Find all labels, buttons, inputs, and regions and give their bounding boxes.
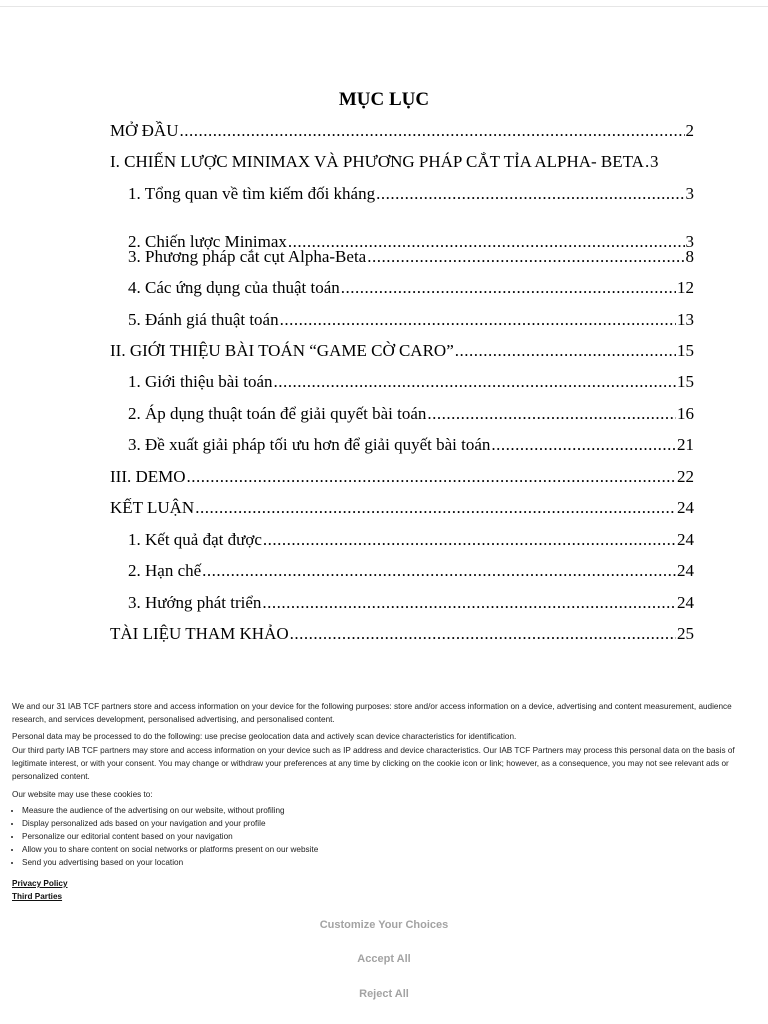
toc-entry-page: 15 — [677, 372, 694, 391]
toc-leader-dots — [491, 435, 676, 455]
toc-entry-page: 24 — [677, 530, 694, 549]
toc-entry-label: TÀI LIỆU THAM KHẢO — [110, 624, 289, 643]
toc-leader-dots — [280, 310, 676, 330]
toc-leader-dots — [202, 561, 676, 581]
toc-entry[interactable] — [128, 593, 694, 613]
toc-entry[interactable] — [110, 121, 694, 141]
toc-entry[interactable] — [128, 435, 694, 455]
toc-entry[interactable] — [110, 467, 694, 487]
toc-entry-page: 3 — [685, 232, 694, 251]
toc-entry-page: 12 — [677, 278, 694, 297]
toc-entry-label: 1. Kết quả đạt được — [128, 530, 262, 549]
toc-leader-dots — [274, 372, 677, 392]
toc-entry[interactable] — [110, 341, 694, 361]
reject-all-button[interactable]: Reject All — [284, 981, 484, 1007]
toc-leader-dots — [290, 624, 676, 644]
customize-choices-button[interactable]: Customize Your Choices — [284, 912, 484, 938]
toc-entry-page: 24 — [677, 561, 694, 580]
toc-leader-dots — [263, 530, 676, 550]
toc-leader-dots — [262, 593, 676, 613]
toc-entry[interactable] — [128, 278, 694, 298]
toc-entry-label: 3. Phương pháp cắt cụt Alpha-Beta — [128, 247, 367, 266]
list-item: • Measure the audience of the advertising on our website, without profiling — [22, 804, 318, 817]
consent-paragraph: Our third party IAB TCF partners may store and access information on your device such as IP address and device characteristics. Our IAB TCF Partners may process this personal data on the basis of legitimate interest, or with your consent. You may change or withdraw your preferences at any time by clicking on the cookie icon or link; however, as a consequence, you may not see relevant ads or personalized content. — [12, 746, 735, 781]
list-item: • Send you advertising based on your location — [22, 856, 318, 869]
toc-entry[interactable] — [128, 247, 694, 267]
toc-entry-page: 15 — [677, 341, 694, 360]
accept-all-button[interactable]: Accept All — [284, 946, 484, 972]
toc-entry-page: 3 — [649, 152, 659, 171]
toc-leader-dots — [427, 404, 676, 424]
toc-entry[interactable] — [128, 530, 694, 550]
toc-entry-label: III. DEMO — [110, 467, 186, 486]
list-item: • Personalize our editorial content based on your navigation — [22, 830, 318, 843]
toc-entry-label: KẾT LUẬN — [110, 498, 195, 517]
toc-leader-dots — [376, 184, 684, 204]
toc-entry-label: 3. Đề xuất giải pháp tối ưu hơn để giải quyết bài toán — [128, 435, 491, 454]
toc-leader-dots — [341, 278, 676, 298]
toc-entry[interactable] — [128, 372, 694, 392]
toc-entry-label: I. CHIẾN LƯỢC MINIMAX VÀ PHƯƠNG PHÁP CẮT TỈA ALPHA- BETA — [110, 152, 644, 171]
privacy-policy-link[interactable]: Privacy Policy — [12, 879, 68, 888]
toc-entry-label: 5. Đánh giá thuật toán — [128, 310, 279, 329]
toc-title: MỤC LỤC — [338, 89, 430, 110]
list-item: • Display personalized ads based on your navigation and your profile — [22, 817, 318, 830]
toc-entry[interactable] — [128, 310, 694, 330]
toc-entry-label: 4. Các ứng dụng của thuật toán — [128, 278, 340, 297]
toc-leader-dots — [367, 247, 684, 267]
toc-entry[interactable] — [110, 152, 694, 172]
document-page — [0, 7, 768, 687]
toc-entry-page: 2 — [685, 121, 694, 140]
toc-entry-label: 1. Tổng quan về tìm kiếm đối kháng — [128, 184, 376, 203]
toc-entry-page: 25 — [677, 624, 694, 643]
third-parties-link[interactable]: Third Parties — [12, 892, 63, 901]
toc-entry[interactable] — [110, 498, 694, 518]
list-item: • Allow you to share content on social networks or platforms present on our website — [22, 843, 318, 856]
toc-entry-page: 3 — [685, 184, 694, 203]
toc-entry-label: II. GIỚI THIỆU BÀI TOÁN “GAME CỜ CARO” — [110, 341, 454, 360]
toc-leader-dots — [645, 152, 649, 172]
toc-entry-page: 13 — [677, 310, 694, 329]
cookie-consent-banner — [0, 690, 768, 1024]
consent-purpose-list — [12, 804, 318, 869]
toc-entry-label: 2. Hạn chế — [128, 561, 202, 580]
toc-entry-page: 24 — [677, 498, 694, 517]
toc-entry[interactable] — [128, 184, 694, 204]
toc-entry-label: 2. Áp dụng thuật toán để giải quyết bài toán — [128, 404, 427, 423]
toc-leader-dots — [455, 341, 676, 361]
toc-leader-dots — [195, 498, 676, 518]
toc-entry-label: 1. Giới thiệu bài toán — [128, 372, 273, 391]
toc-entry-label: MỞ ĐẦU — [110, 121, 179, 140]
toc-entry-page: 16 — [677, 404, 694, 423]
consent-paragraph: Personal data may be processed to do the following: use precise geolocation data and actively scan device characteristics for identification. — [12, 732, 517, 741]
toc-leader-dots — [187, 467, 676, 487]
toc-entry[interactable] — [128, 404, 694, 424]
toc-entry-page: 22 — [677, 467, 694, 486]
toc-entry-page: 21 — [677, 435, 694, 454]
toc-entry[interactable] — [128, 561, 694, 581]
consent-paragraph: We and our 31 IAB TCF partners store and access information on your device for the following purposes: store and/or access information on a device, advertising and content measurement, audience research, and services development, personalised advertising, and personalised content. — [12, 702, 732, 724]
toc-entry[interactable] — [110, 624, 694, 644]
consent-paragraph: Our website may use these cookies to: — [12, 790, 153, 799]
toc-leader-dots — [179, 121, 684, 141]
toc-entry-page: 24 — [677, 593, 694, 612]
toc-entry-label: 2. Chiến lược Minimax — [128, 232, 287, 251]
toc-entry-label: 3. Hướng phát triển — [128, 593, 262, 612]
toc-entry-page: 8 — [685, 247, 694, 266]
